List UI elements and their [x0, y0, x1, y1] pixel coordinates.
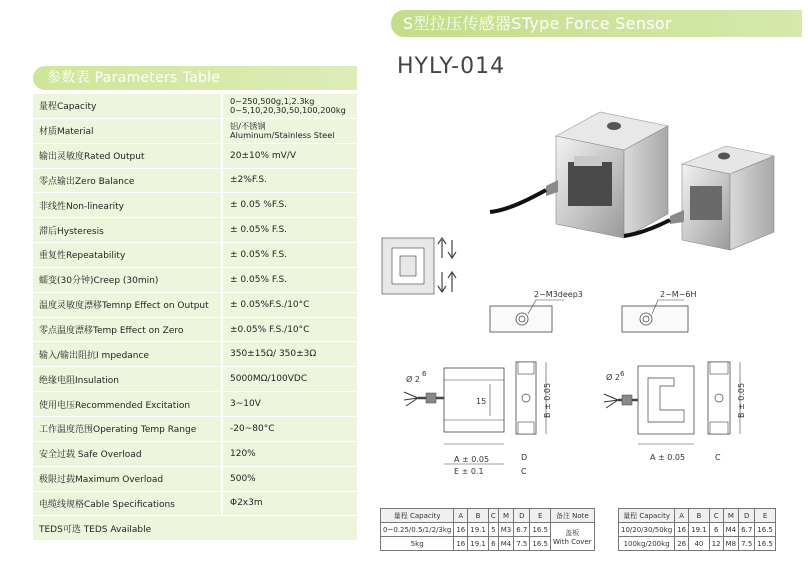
- dim-cell: 16.5: [530, 523, 551, 537]
- front-view-left: [404, 368, 504, 476]
- dim-cell: M3: [498, 523, 514, 537]
- param-row: [33, 467, 357, 492]
- dim-cell: 19.1: [689, 523, 710, 537]
- e-dim-label: E ± 0.1: [454, 467, 484, 476]
- param-value: ± 0.05%F.S./10°C: [230, 299, 310, 310]
- param-value: ± 0.05% F.S.: [230, 249, 288, 260]
- param-row: [33, 492, 357, 517]
- param-name: 电缆线规格Cable Specifications: [33, 492, 223, 516]
- dim-header-cell: C: [709, 509, 723, 523]
- param-value: 3~10V: [230, 399, 261, 410]
- top-view-right: [622, 290, 697, 332]
- param-row: [33, 94, 357, 119]
- param-name: 重复性Repeatability: [33, 243, 223, 267]
- dim-cell: 6.7: [739, 523, 755, 537]
- param-name: 安全过载 Safe Overload: [33, 442, 223, 466]
- param-row: [33, 318, 357, 343]
- param-value: 5000MΩ/100VDC: [230, 374, 308, 385]
- param-row: [33, 268, 357, 293]
- six-right-label: 6: [620, 370, 625, 378]
- param-row: [33, 417, 357, 442]
- param-row: [33, 193, 357, 218]
- dim-cell: 100kg/200kg: [619, 537, 675, 551]
- dim-cell: 16: [675, 523, 689, 537]
- dim-header-cell: M: [723, 509, 739, 523]
- dimension-table-left: [380, 508, 595, 551]
- dim-cell: 16.5: [755, 523, 776, 537]
- param-value: 350±15Ω/ 350±3Ω: [230, 349, 317, 360]
- technical-drawing: [378, 100, 808, 500]
- d-dim-label: D: [521, 453, 528, 462]
- param-row: [33, 144, 357, 169]
- param-value: ±2%F.S.: [230, 175, 267, 186]
- dim-header-cell: E: [530, 509, 551, 523]
- load-direction-diagram: [382, 238, 456, 294]
- c-dim-left-label: C: [521, 467, 527, 476]
- dim-cell: M4: [723, 523, 739, 537]
- param-value: Φ2x3m: [230, 498, 263, 509]
- dim-cell: 7.5: [739, 537, 755, 551]
- param-value: ±0.05% F.S./10°C: [230, 324, 310, 335]
- param-name: 使用电压Recommended Excitation: [33, 392, 223, 416]
- param-row: [33, 243, 357, 268]
- param-name: 零点输出Zero Balance: [33, 169, 223, 193]
- dim-cell: 5: [488, 523, 498, 537]
- dim-cell: M4: [498, 537, 514, 551]
- dim-header-cell: A: [675, 509, 689, 523]
- m6-label: 2−M−6H: [660, 290, 697, 299]
- dim-header-cell: D: [739, 509, 755, 523]
- phi2-label: Ø 2: [406, 375, 420, 384]
- b-dim-left-label: B ± 0.05: [543, 382, 552, 418]
- param-name: 绝缘电阻Insulation: [33, 367, 223, 391]
- dim-cell: 40: [689, 537, 710, 551]
- param-name: 输出灵敏度Rated Output: [33, 144, 223, 168]
- side-view-left: [516, 362, 552, 476]
- param-name: 蠕变(30分钟)Creep (30min): [33, 268, 223, 292]
- dim-header-cell: E: [755, 509, 776, 523]
- dim-header-cell: D: [514, 509, 530, 523]
- dim-header-cell: M: [498, 509, 514, 523]
- params-table: [33, 94, 357, 541]
- param-value: 20±10% mV/V: [230, 150, 296, 161]
- front-view-right: [604, 366, 694, 462]
- dim-header-cell: A: [454, 509, 468, 523]
- dim-cell: 19.1: [468, 523, 489, 537]
- dim-cell: 10/20/30/50kg: [619, 523, 675, 537]
- param-name: TEDS可选 TEDS Available: [39, 524, 152, 535]
- dim-cell: 16.5: [530, 537, 551, 551]
- dim-cell: 7.5: [514, 537, 530, 551]
- dim-cell: 16: [454, 523, 468, 537]
- param-row: [33, 169, 357, 194]
- model-code: HYLY-014: [397, 54, 506, 79]
- fifteen-label: 15: [476, 397, 487, 406]
- sensor-photo-large: [490, 112, 668, 238]
- param-value: 120%: [230, 448, 256, 459]
- a-dim-label: A ± 0.05: [454, 455, 490, 464]
- param-name: 材质Material: [33, 119, 223, 143]
- dim-cell: 5kg: [381, 537, 454, 551]
- param-name: 零点温度漂移Temp Effect on Zero: [33, 318, 223, 342]
- param-name: 输入/输出阻抗I mpedance: [33, 342, 223, 366]
- dim-header-cell: 量程 Capacity: [619, 509, 675, 523]
- param-row: [33, 367, 357, 392]
- param-name: 工作温度范围Operating Temp Range: [33, 417, 223, 441]
- b-dim-right-label: B ± 0.05: [737, 382, 746, 418]
- param-value: ± 0.05% F.S.: [230, 225, 288, 236]
- m3-label: 2−M3deep3: [534, 290, 583, 299]
- dim-cell: 0~0.25/0.5/1/2/3kg: [381, 523, 454, 537]
- param-row: [33, 392, 357, 417]
- param-value: 0~250,500g,1,2.3kg 0~5,10,20,30,50,100,200kg: [230, 96, 346, 115]
- param-row: [33, 442, 357, 467]
- params-table-header: 参数表 Parameters Table: [33, 66, 357, 90]
- dim-cell: 16: [454, 537, 468, 551]
- dim-cell: 26: [675, 537, 689, 551]
- dim-header-cell: B: [689, 509, 710, 523]
- phi2-right-label: Ø 2: [606, 373, 620, 382]
- dim-cell: M8: [723, 537, 739, 551]
- param-value: 500%: [230, 473, 256, 484]
- param-name: 非线性Non-linearity: [33, 193, 223, 217]
- dimension-table-right: [618, 508, 776, 551]
- param-name: 温度灵敏度漂移Temnp Effect on Output: [33, 293, 223, 317]
- param-value: ± 0.05 %F.S.: [230, 200, 288, 211]
- param-value: ± 0.05% F.S.: [230, 274, 288, 285]
- page-title: S型拉压传感器SType Force Sensor: [391, 10, 802, 37]
- param-name: 极限过载Maximum Overload: [33, 467, 223, 491]
- param-row: [33, 293, 357, 318]
- dim-note-cell: 盖板 With Cover: [550, 523, 594, 551]
- side-view-right: [708, 362, 746, 462]
- param-name: 滞后Hysteresis: [33, 218, 223, 242]
- top-view-left: [490, 290, 583, 332]
- dim-header-cell: C: [488, 509, 498, 523]
- six-label: 6: [422, 370, 427, 378]
- dim-cell: 6.7: [514, 523, 530, 537]
- dim-cell: 6: [709, 523, 723, 537]
- param-name: 量程Capacity: [33, 94, 223, 118]
- dim-header-cell: B: [468, 509, 489, 523]
- dim-cell: 12: [709, 537, 723, 551]
- a-dim-right-label: A ± 0.05: [650, 453, 686, 462]
- param-value: 铝/不锈钢 Aluminum/Stainless Steel: [230, 121, 335, 140]
- c-dim-right-label: C: [715, 453, 721, 462]
- dim-cell: 6: [488, 537, 498, 551]
- param-row: [33, 516, 357, 541]
- param-value: -20~80°C: [230, 423, 275, 434]
- dim-header-cell: 量程 Capacity: [381, 509, 454, 523]
- param-row: [33, 119, 357, 144]
- dim-cell: 16.5: [755, 537, 776, 551]
- param-row: [33, 342, 357, 367]
- dim-cell: 19.1: [468, 537, 489, 551]
- param-row: [33, 218, 357, 243]
- dim-header-cell: 备注 Note: [550, 509, 594, 523]
